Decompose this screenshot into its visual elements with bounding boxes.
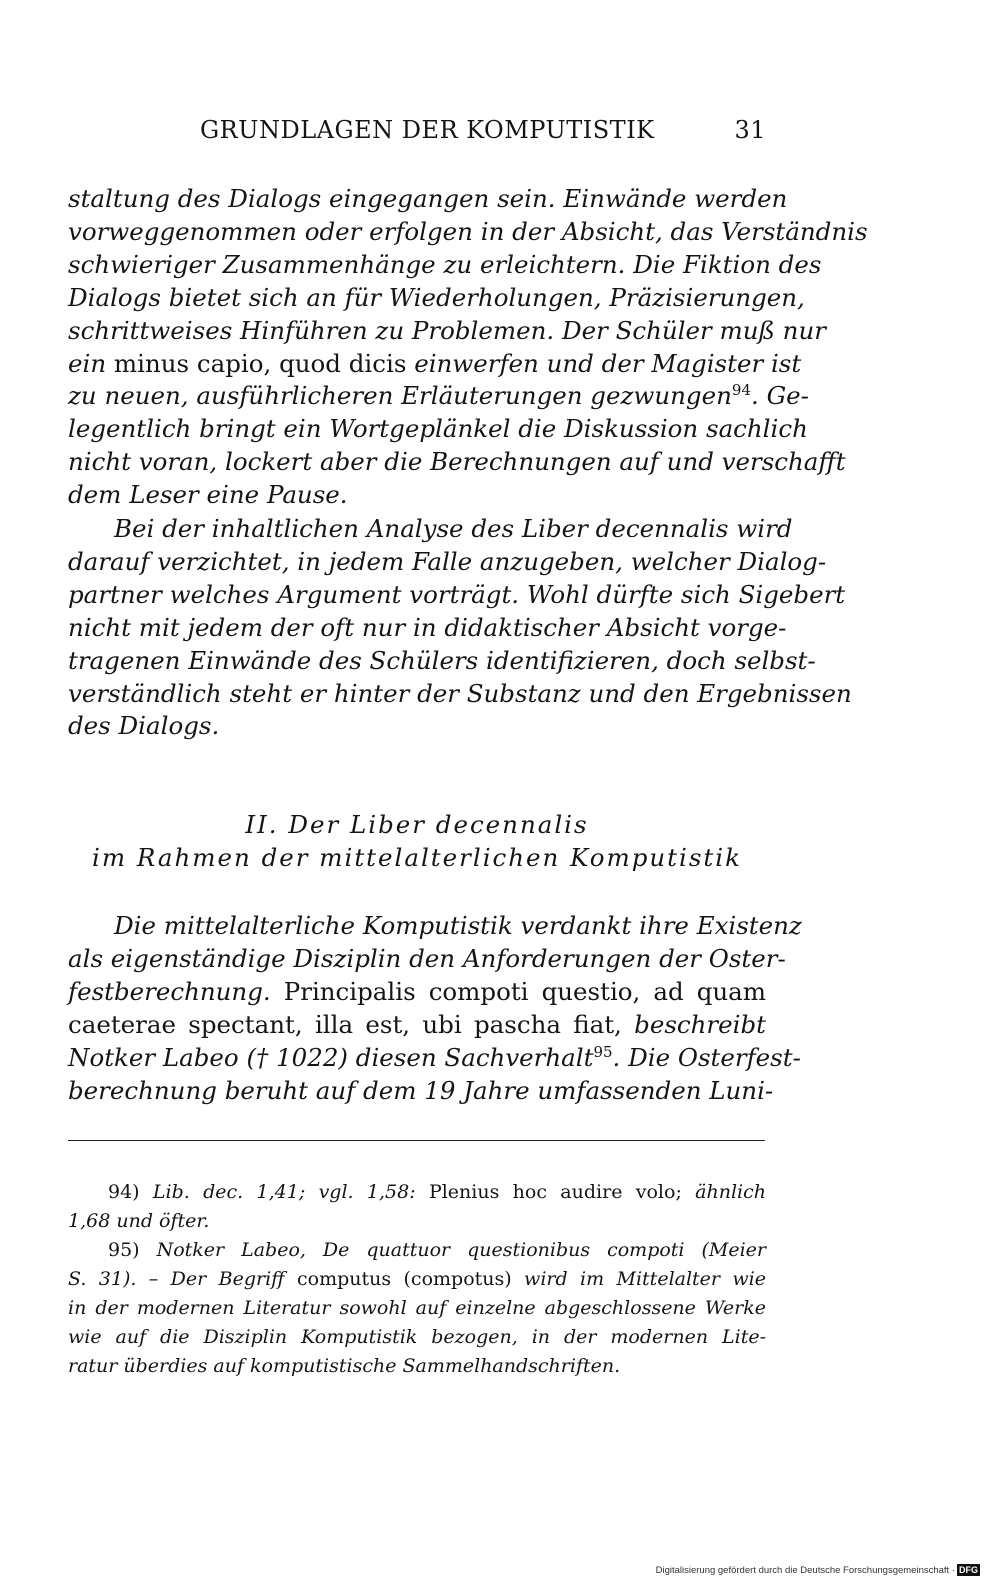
text-line: vorweggenommen oder erfolgen in der Absicht, das Verständnis	[68, 216, 868, 246]
text-run: . Ge-	[751, 381, 809, 411]
text-line: berechnung beruht auf dem 19 Jahre umfassenden Luni-	[68, 1075, 774, 1105]
text-line: tragenen Einwände des Schülers identifizieren, doch selbst-	[68, 645, 816, 675]
footnote-95	[68, 1236, 766, 1265]
footnote-95-line: wie auf die Disziplin Komputistik bezogen, in der modernen Lite-	[68, 1326, 766, 1348]
text-line: des Dialogs.	[68, 711, 220, 741]
footnotes	[68, 1178, 766, 1381]
text-line: Dialogs bietet sich an für Wiederholungen, Präzisierungen,	[68, 282, 805, 312]
footnote-95-line: in der modernen Literatur sowohl auf einzelne abgeschlossene Werke	[68, 1297, 766, 1319]
footnote-ref-94[interactable]: 94	[731, 381, 751, 400]
text-run: ähnlich	[681, 1181, 766, 1203]
text-run: festberechnung.	[68, 976, 284, 1006]
text-run: S. 31). – Der Begriff	[68, 1268, 298, 1290]
latin-quote: caeterae spectant, illa est, ubi pascha fiat,	[68, 1009, 622, 1039]
footnote-94	[68, 1178, 766, 1207]
text-line: verständlich steht er hinter der Substanz und den Ergebnissen	[68, 678, 852, 708]
text-line	[68, 1009, 766, 1042]
footnote-95-line: ratur überdies auf komputistische Sammelhandschriften.	[68, 1355, 621, 1377]
paragraph-3	[68, 910, 802, 1107]
text-run: . Die Osterfest-	[612, 1042, 801, 1072]
text-line: staltung des Dialogs eingegangen sein. Einwände werden	[68, 184, 788, 213]
paragraph-2	[68, 513, 852, 743]
section-heading-line-2: im Rahmen der mittelalterlichen Komputistik	[92, 843, 742, 872]
text-run: Notker Labeo († 1022) diesen Sachverhalt	[68, 1042, 594, 1072]
footnote-ref-95[interactable]: 95	[593, 1042, 613, 1061]
text-run: Notker Labeo, De quattuor questionibus compoti (Meier	[139, 1239, 766, 1261]
text-run: wird im Mittelalter wie	[511, 1268, 766, 1290]
text-line: darauf verzichtet, in jedem Falle anzugeben, welcher Dialog-	[68, 546, 827, 576]
dfg-logo: DFG	[959, 1565, 978, 1575]
text-line: nicht mit jedem der oft nur in didaktischer Absicht vorge-	[68, 612, 787, 642]
latin-quote: minus capio, quod dicis	[113, 348, 407, 378]
credit-text: Digitalisierung gefördert durch die Deutsche Forschungsgemeinschaft ·	[655, 1564, 955, 1576]
text-run: ein	[68, 348, 114, 378]
footnote-divider	[68, 1140, 765, 1141]
text-run: beschreibt	[621, 1009, 766, 1039]
page-number: 31	[734, 116, 766, 144]
text-line	[68, 380, 809, 413]
text-line: partner welches Argument vorträgt. Wohl dürfte sich Sigebert	[68, 579, 846, 609]
text-line: schrittweises Hinführen zu Problemen. Der Schüler muß nur	[68, 315, 826, 345]
text-run: Lib. dec. 1,41; vgl. 1,58:	[139, 1181, 429, 1203]
footnote-94-continued: 1,68 und öfter.	[68, 1210, 210, 1232]
text-line: legentlich bringt ein Wortgeplänkel die Diskussion sachlich	[68, 414, 808, 444]
section-heading	[68, 808, 766, 874]
text-line: dem Leser eine Pause.	[68, 480, 348, 510]
running-title: GRUNDLAGEN DER KOMPUTISTIK	[200, 116, 655, 144]
text-line	[68, 976, 766, 1009]
text-line	[68, 348, 802, 381]
text-line: als eigenständige Disziplin den Anforderungen der Oster-	[68, 943, 786, 973]
footnote-95-line	[68, 1265, 766, 1294]
running-header	[200, 116, 766, 156]
latin-quote: Plenius hoc audire volo;	[428, 1181, 682, 1203]
text-line: Bei der inhaltlichen Analyse des Liber decennalis wird	[114, 514, 793, 543]
section-heading-line-1: II. Der Liber decennalis	[245, 810, 589, 839]
text-run: zu neuen, ausführlicheren Erläuterungen gezwungen	[68, 381, 732, 411]
latin-quote: Principalis compoti questio, ad quam	[283, 976, 767, 1006]
text-line	[68, 1042, 801, 1075]
text-line: nicht voran, lockert aber die Berechnungen auf und verschafft	[68, 447, 846, 477]
footnote-number: 94)	[108, 1181, 140, 1203]
digitization-credit	[656, 1563, 980, 1577]
text-line: Die mittelalterliche Komputistik verdankt ihre Existenz	[114, 911, 802, 940]
text-run: einwerfen und der Magister ist	[406, 348, 802, 378]
latin-term: computus (compotus)	[297, 1268, 512, 1290]
footnote-number: 95)	[108, 1239, 140, 1261]
paragraph-1	[68, 183, 868, 512]
text-line: schwieriger Zusammenhänge zu erleichtern. Die Fiktion des	[68, 249, 822, 279]
